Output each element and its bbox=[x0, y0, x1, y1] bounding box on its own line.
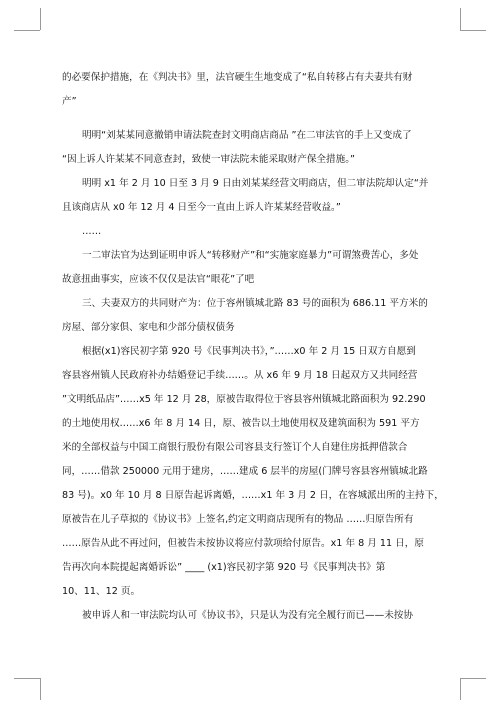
crop-mark-top-left-v bbox=[40, 8, 41, 30]
text-line: 根据(x1)容民初字第 920 号《民事判决书》，”……x0 年 2 月 15 日双方自愿到 bbox=[82, 346, 416, 357]
paragraph-4 bbox=[62, 220, 440, 244]
crop-mark-bottom-right-v bbox=[460, 678, 461, 700]
text-line: …… bbox=[82, 226, 102, 237]
text-line: 明明“刘某某同意撤销申请法院查封文明商店商品 ”在二审法官的手上又变成了 bbox=[82, 130, 412, 141]
text-line: 米的全部权益与中国工商银行股份有限公司容县支行签订个人自建住房抵押借款合 bbox=[62, 442, 408, 453]
text-line: 产” bbox=[62, 96, 77, 107]
text-line: 容县容州镇人民政府补办结婚登记手续……。从 x6 年 9 月 18 日起双方又共同经营 bbox=[62, 370, 418, 381]
paragraph-5 bbox=[62, 244, 440, 292]
crop-mark-top-left-h bbox=[14, 30, 40, 31]
text-line: 的土地使用权……x6 年 8 月 14 日，原、被告以土地使用权及建筑面积为 591 平方 bbox=[62, 418, 420, 429]
paragraph-8 bbox=[62, 604, 440, 628]
text-line: 的必要保护措施，在《判决书》里，法官硬生生地变成了“私自转移占有夫妻共有财 bbox=[62, 72, 413, 83]
text-line: ”文明纸品店”……x5 年 12 月 28，原被告取得位于容县容州镇城北路面积为 92.290 bbox=[62, 394, 426, 405]
text-line: 且该商店从 x0 年 12 月 4 日至今一直由上诉人许某某经营收益。” bbox=[62, 202, 341, 213]
text-line: 明明 x1 年 2 月 10 日至 3 月 9 日由刘某某经营文明商店，但二审法院却认定“并 bbox=[82, 178, 429, 189]
crop-mark-top-right-v bbox=[460, 8, 461, 30]
text-line: 被申诉人和一审法院均认可《协议书》，只是认为没有完全履行而已——未按协 bbox=[82, 610, 413, 621]
crop-mark-bottom-left-v bbox=[40, 678, 41, 700]
paragraph-7 bbox=[62, 340, 444, 604]
text-line: 故意扭曲事实，应该不仅仅是法官“眼花”了吧 bbox=[62, 274, 255, 285]
crop-mark-bottom-right-h bbox=[460, 678, 486, 679]
text-line: 房屋、部分家俱、家电和少部分债权债务 bbox=[62, 322, 235, 333]
text-line: 同，……借款 250000 元用于建房，……建成 6 层半的房屋(门牌号容县容州镇城北路 bbox=[62, 466, 428, 477]
text-line: ……原告从此不再过问，但被告未按协议将应付款项给付原告。x1 年 8 月 11 日，原 bbox=[62, 538, 424, 549]
text-line: 原被告在儿子草拟的《协议书》上签名,约定文明商店现所有的物品 ……归原告所有 bbox=[62, 514, 414, 525]
crop-mark-top-right-h bbox=[460, 30, 486, 31]
text-line: 三、夫妻双方的共同财产为：位于容州镇城北路 83 号的面积为 686.11 平方米的 bbox=[82, 298, 428, 309]
crop-mark-bottom-left-h bbox=[14, 678, 40, 679]
paragraph-1 bbox=[62, 66, 440, 114]
text-line: 10、11、12 页。 bbox=[62, 586, 141, 597]
paragraph-2 bbox=[62, 124, 440, 172]
text-line: 83 号)。x0 年 10 月 8 日原告起诉离婚，……x1 年 3 月 2 日，在容城派出所的主持下， bbox=[62, 490, 444, 501]
text-line: 告再次向本院提起离婚诉讼” ____ (x1)容民初字第 920 号《民事判决书》第 bbox=[62, 562, 386, 573]
text-line: 一二审法官为达到证明申诉人“转移财产”和“实施家庭暴力”可谓煞费苦心，多处 bbox=[82, 250, 419, 261]
paragraph-6 bbox=[62, 292, 440, 340]
document-page bbox=[62, 66, 444, 628]
text-line: “因上诉人许某某不同意查封，致使一审法院未能采取财产保全措施。” bbox=[62, 154, 355, 165]
paragraph-3 bbox=[62, 172, 440, 220]
